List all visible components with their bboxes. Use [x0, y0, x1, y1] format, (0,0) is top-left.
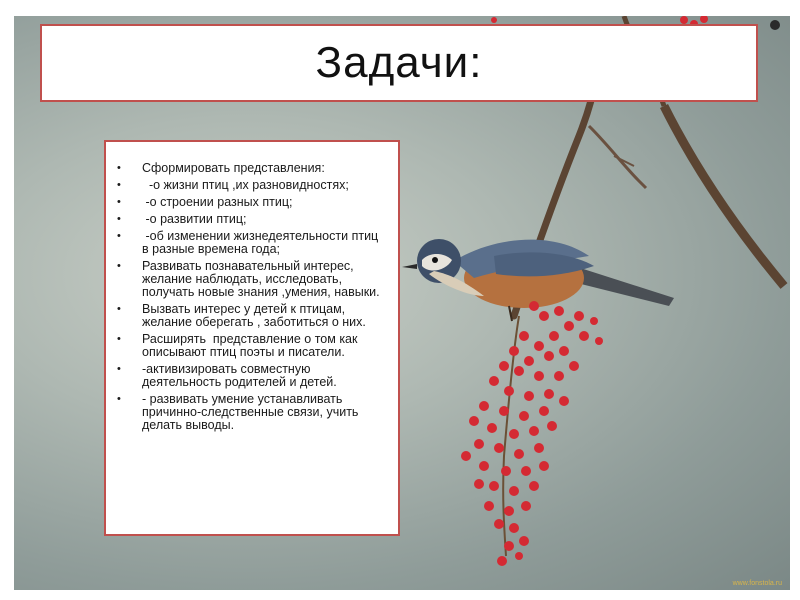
list-item [114, 363, 386, 389]
slide [14, 16, 790, 590]
list-item-text: Сформировать представления: [142, 161, 325, 175]
content-box [104, 140, 400, 536]
list-item-text: Вызвать интерес у детей к птицам, желание оберегать , заботиться о них. [142, 302, 366, 329]
list-item-text: -о строении разных птиц; [142, 195, 293, 209]
bullet-icon: • [117, 303, 121, 315]
bullet-icon: • [117, 393, 121, 405]
bird-tail [569, 266, 674, 306]
list-item [114, 213, 386, 226]
list-item-text: Расширять представление о том как описывают птиц поэты и писатели. [142, 332, 361, 359]
bullet-icon: • [117, 230, 121, 242]
bullet-icon: • [117, 196, 121, 208]
branch-right [664, 106, 784, 286]
corner-dot-icon [770, 20, 780, 30]
list-item-text: -о развитии птиц; [142, 212, 247, 226]
bird-beak [402, 264, 417, 269]
berry-cluster [461, 301, 603, 566]
bullet-icon: • [117, 162, 121, 174]
title-box [40, 24, 758, 102]
list-item-text: -активизировать совместную деятельность родителей и детей. [142, 362, 337, 389]
bullet-icon: • [117, 363, 121, 375]
bullet-icon: • [117, 179, 121, 191]
bullet-icon: • [117, 260, 121, 272]
list-item [114, 333, 386, 359]
slide-title: Задачи: [315, 38, 483, 87]
task-list [114, 162, 386, 432]
list-item-text: -об изменении жизнедеятельности птиц в разные времена года; [142, 229, 382, 256]
bullet-icon: • [117, 213, 121, 225]
list-item-text: - развивать умение устанавливать причинно-следственные связи, учить делать выводы. [142, 392, 362, 432]
list-item [114, 260, 386, 299]
list-item [114, 162, 386, 175]
list-item [114, 196, 386, 209]
list-item [114, 179, 386, 192]
watermark: www.fonstola.ru [732, 580, 782, 587]
bullet-icon: • [117, 333, 121, 345]
list-item-text: Развивать познавательный интерес, желание наблюдать, исследовать, получать новые знания ,умения, навыки. [142, 259, 380, 299]
list-item-text: -о жизни птиц ,их разновидностях; [142, 178, 349, 192]
bird-eye [432, 257, 438, 263]
list-item [114, 230, 386, 256]
list-item [114, 393, 386, 432]
list-item [114, 303, 386, 329]
